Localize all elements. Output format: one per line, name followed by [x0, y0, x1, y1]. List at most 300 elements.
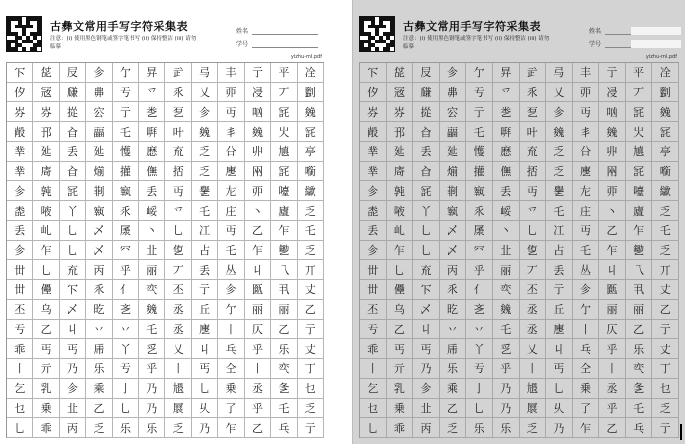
- character-cell: 㫓: [440, 300, 467, 320]
- character-cell: 㫒: [493, 63, 520, 83]
- character-cell: 亍: [192, 280, 218, 300]
- character-cell: 乏: [86, 418, 112, 438]
- character-cell: 乏: [652, 201, 679, 221]
- character-cell: 乕: [440, 339, 467, 359]
- character-cell: 叶: [165, 122, 191, 142]
- character-cell: 乎: [599, 339, 626, 359]
- character-cell: 㓌: [298, 63, 324, 83]
- character-cell: 㐦: [546, 181, 573, 201]
- character-cell: 丯: [218, 122, 244, 142]
- character-cell: 㔲: [245, 280, 271, 300]
- character-cell: 亇: [466, 63, 493, 83]
- character-cell: 亓: [387, 359, 414, 379]
- character-cell: 乘: [440, 379, 467, 399]
- character-cell: 㐱: [7, 241, 33, 261]
- character-cell: 乃: [60, 359, 86, 379]
- character-cell: 㒦: [33, 280, 59, 300]
- character-cell: 乄: [60, 300, 86, 320]
- character-cell: 㒦: [387, 280, 414, 300]
- character-cell: 㞤: [271, 122, 297, 142]
- character-cell: 㝪: [86, 201, 112, 221]
- character-cell: 丏: [165, 181, 191, 201]
- character-cell: 㔈: [440, 181, 467, 201]
- character-cell: 㓂: [387, 83, 414, 103]
- character-grid: [6, 62, 324, 438]
- character-cell: 乗: [218, 379, 244, 399]
- character-cell: 㟎: [139, 201, 165, 221]
- character-cell: 㐤: [626, 142, 653, 162]
- character-cell: 㢧: [546, 63, 573, 83]
- id-redaction: [631, 40, 681, 48]
- character-cell: 乞: [360, 379, 387, 399]
- character-cell: 㩲: [113, 162, 139, 182]
- character-cell: 亍: [652, 320, 679, 340]
- character-cell: 乄: [440, 221, 467, 241]
- character-cell: 㐑: [271, 379, 297, 399]
- character-cell: 乓: [271, 418, 297, 438]
- character-cell: 亪: [139, 280, 165, 300]
- character-cell: 㒲: [60, 122, 86, 142]
- character-cell: 丗: [7, 260, 33, 280]
- character-cell: 丳: [440, 83, 467, 103]
- character-cell: 乕: [86, 339, 112, 359]
- character-cell: 乐: [113, 418, 139, 438]
- character-cell: 丐: [33, 339, 59, 359]
- character-cell: 乇: [139, 320, 165, 340]
- character-cell: 乐: [139, 418, 165, 438]
- character-cell: 㕙: [599, 122, 626, 142]
- character-cell: 丆: [626, 83, 653, 103]
- character-cell: 乁: [626, 260, 653, 280]
- form-title: 古彝文常用手写字符采集表: [403, 20, 541, 33]
- character-cell: 㐀: [139, 241, 165, 261]
- form-header: [359, 16, 679, 61]
- character-cell: 丣: [218, 83, 244, 103]
- character-cell: 乃: [139, 379, 165, 399]
- character-cell: 丣: [599, 181, 626, 201]
- character-cell: 㘅: [298, 162, 324, 182]
- character-cell: 㽬: [440, 122, 467, 142]
- character-cell: 乃: [546, 418, 573, 438]
- character-cell: 㘅: [652, 162, 679, 182]
- character-cell: 乙: [33, 320, 59, 340]
- character-cell: 乍: [599, 241, 626, 261]
- character-cell: 㞇: [520, 379, 547, 399]
- character-cell: 乙: [245, 418, 271, 438]
- character-cell: 丮: [626, 280, 653, 300]
- character-cell: 亍: [546, 280, 573, 300]
- id-label: 学号: [236, 41, 249, 48]
- character-cell: 㢧: [192, 63, 218, 83]
- character-cell: 㕙: [192, 122, 218, 142]
- character-cell: 㱐: [520, 63, 547, 83]
- character-cell: 丯: [573, 122, 600, 142]
- character-cell: 乐: [271, 339, 297, 359]
- character-cell: 㐍: [493, 339, 520, 359]
- character-cell: 乚: [413, 221, 440, 241]
- character-cell: 乚: [413, 241, 440, 261]
- character-cell: 㓃: [271, 102, 297, 122]
- character-cell: 乏: [298, 201, 324, 221]
- character-cell: 㞙: [466, 221, 493, 241]
- character-cell: 丕: [520, 280, 547, 300]
- character-cell: 丫: [466, 339, 493, 359]
- character-cell: 㐣: [546, 320, 573, 340]
- id-label: 学号: [589, 41, 602, 48]
- character-cell: 丨: [7, 359, 33, 379]
- qr-code-icon: [359, 16, 395, 52]
- character-cell: 了: [573, 399, 600, 419]
- id-line: [252, 47, 318, 48]
- character-cell: 乘: [86, 379, 112, 399]
- character-cell: 亍: [466, 102, 493, 122]
- character-cell: 㕳: [245, 102, 271, 122]
- character-cell: 乊: [139, 83, 165, 103]
- character-cell: 亇: [113, 63, 139, 83]
- character-cell: 丙: [413, 418, 440, 438]
- character-cell: 㖝: [7, 201, 33, 221]
- character-cell: 丕: [7, 300, 33, 320]
- character-cell: 乗: [573, 379, 600, 399]
- character-cell: 㦄: [493, 142, 520, 162]
- character-cell: 占: [546, 241, 573, 261]
- character-cell: 乍: [573, 418, 600, 438]
- character-cell: 㗑: [139, 122, 165, 142]
- character-cell: 亻: [466, 280, 493, 300]
- character-cell: 㓃: [271, 162, 297, 182]
- character-cell: 乐: [86, 359, 112, 379]
- character-cell: 㐤: [271, 142, 297, 162]
- character-cell: 庄: [573, 201, 600, 221]
- character-cell: 㽬: [86, 122, 112, 142]
- character-cell: 㫓: [86, 300, 112, 320]
- character-cell: 㱍: [652, 181, 679, 201]
- character-cell: 㲂: [360, 122, 387, 142]
- character-cell: 乆: [192, 399, 218, 419]
- character-cell: 乭: [520, 102, 547, 122]
- character-cell: 丞: [165, 320, 191, 340]
- character-cell: 㝐: [86, 102, 112, 122]
- character-cell: 丞: [520, 320, 547, 340]
- name-label: 姓名: [589, 28, 602, 35]
- character-cell: 丱: [599, 142, 626, 162]
- character-cell: 仄: [599, 320, 626, 340]
- character-cell: 㝪: [113, 181, 139, 201]
- character-cell: 丆: [165, 260, 191, 280]
- scan-original: [0, 0, 330, 444]
- character-cell: 㞣: [360, 102, 387, 122]
- character-cell: 㟎: [493, 201, 520, 221]
- name-redaction: [631, 27, 681, 35]
- character-cell: 丢: [139, 181, 165, 201]
- character-cell: 㓁: [466, 241, 493, 261]
- character-cell: 乐: [466, 418, 493, 438]
- character-cell: 亇: [573, 300, 600, 320]
- character-cell: 丨: [573, 320, 600, 340]
- character-cell: 平: [271, 63, 297, 83]
- character-cell: 乙: [387, 320, 414, 340]
- character-cell: 㐣: [218, 162, 244, 182]
- character-cell: 亭: [652, 142, 679, 162]
- character-cell: 丷: [86, 320, 112, 340]
- character-cell: 㧵: [165, 162, 191, 182]
- character-cell: 㢒: [626, 201, 653, 221]
- character-cell: 丌: [298, 260, 324, 280]
- character-cell: 乊: [520, 201, 547, 221]
- character-cell: 亍: [652, 418, 679, 438]
- character-cell: 丩: [245, 260, 271, 280]
- character-cell: 㐣: [192, 320, 218, 340]
- character-cell: 㝪: [440, 201, 467, 221]
- character-cell: 丱: [245, 142, 271, 162]
- character-cell: 乄: [86, 221, 112, 241]
- character-cell: 乇: [573, 241, 600, 261]
- character-cell: 㒇: [493, 162, 520, 182]
- character-cell: 丗: [360, 260, 387, 280]
- character-cell: 冮: [192, 221, 218, 241]
- character-cell: 乢: [387, 221, 414, 241]
- character-cell: 㔋: [652, 83, 679, 103]
- character-cell: 亅: [466, 379, 493, 399]
- character-cell: 仝: [218, 359, 244, 379]
- character-cell: 丢: [192, 260, 218, 280]
- character-cell: 㲂: [7, 122, 33, 142]
- character-cell: 乊: [165, 201, 191, 221]
- character-cell: 丽: [139, 260, 165, 280]
- character-cell: 丵: [7, 162, 33, 182]
- character-cell: 乙: [86, 399, 112, 419]
- character-cell: 㗑: [493, 122, 520, 142]
- character-cell: 㓃: [413, 181, 440, 201]
- character-cell: 㐱: [573, 280, 600, 300]
- character-cell: 㞣: [7, 102, 33, 122]
- character-cell: 乙: [298, 300, 324, 320]
- character-cell: 㖡: [33, 201, 59, 221]
- character-cell: 㷙: [440, 162, 467, 182]
- character-cell: 㐬: [60, 260, 86, 280]
- character-cell: 㦜: [113, 142, 139, 162]
- character-cell: 丵: [7, 142, 33, 162]
- character-cell: 乏: [652, 241, 679, 261]
- character-cell: 乃: [493, 379, 520, 399]
- character-cell: 㕙: [245, 122, 271, 142]
- character-cell: 乎: [245, 339, 271, 359]
- character-cell: 㓌: [652, 63, 679, 83]
- character-cell: 㐱: [440, 63, 467, 83]
- character-cell: 平: [626, 63, 653, 83]
- character-cell: 丷: [466, 320, 493, 340]
- character-cell: 丙: [86, 260, 112, 280]
- character-cell: 亪: [271, 359, 297, 379]
- character-cell: 乊: [493, 83, 520, 103]
- character-cell: 丽: [493, 260, 520, 280]
- character-cell: 乂: [546, 83, 573, 103]
- character-cell: 㔲: [599, 280, 626, 300]
- character-cell: 丆: [271, 83, 297, 103]
- character-cell: 丶: [599, 201, 626, 221]
- character-cell: 庄: [218, 201, 244, 221]
- character-cell: 㐛: [165, 241, 191, 261]
- character-cell: 㓃: [60, 181, 86, 201]
- character-cell: 㒳: [599, 162, 626, 182]
- character-cell: 丗: [360, 280, 387, 300]
- character-cell: 邘: [387, 122, 414, 142]
- character-cell: 㱐: [165, 63, 191, 83]
- text-cursor-icon: [680, 424, 682, 440]
- character-cell: 㕳: [599, 102, 626, 122]
- character-cell: 乆: [546, 399, 573, 419]
- form-header: [6, 16, 324, 61]
- character-cell: 乜: [652, 379, 679, 399]
- character-cell: 亇: [218, 300, 244, 320]
- character-cell: 丨: [360, 359, 387, 379]
- character-cell: 㐥: [271, 241, 297, 261]
- character-cell: 乚: [7, 418, 33, 438]
- character-cell: 㐱: [7, 181, 33, 201]
- character-cell: 㝄: [387, 181, 414, 201]
- character-cell: 乚: [360, 418, 387, 438]
- character-cell: 亐: [113, 83, 139, 103]
- character-cell: 㞋: [60, 63, 86, 83]
- character-cell: 丐: [413, 339, 440, 359]
- character-cell: 㓎: [245, 83, 271, 103]
- character-cell: 乑: [440, 280, 467, 300]
- character-cell: 丙: [440, 260, 467, 280]
- character-cell: 乏: [546, 162, 573, 182]
- character-cell: 㓃: [298, 122, 324, 142]
- character-cell: 仝: [573, 359, 600, 379]
- character-cell: 乏: [165, 418, 191, 438]
- character-cell: 乗: [387, 399, 414, 419]
- character-cell: 丰: [218, 63, 244, 83]
- character-cell: 㕙: [546, 122, 573, 142]
- character-cell: 亐: [113, 359, 139, 379]
- character-cell: 㞣: [387, 102, 414, 122]
- character-cell: 亻: [113, 280, 139, 300]
- character-cell: 乢: [33, 221, 59, 241]
- character-cell: 乎: [493, 359, 520, 379]
- character-cell: 丨: [520, 359, 547, 379]
- character-cell: 乳: [33, 379, 59, 399]
- character-cell: 㐘: [139, 102, 165, 122]
- character-cell: 丏: [218, 221, 244, 241]
- character-cell: 乏: [298, 399, 324, 419]
- character-cell: 㧵: [520, 162, 547, 182]
- character-cell: 乐: [493, 418, 520, 438]
- character-cell: 㐎: [466, 300, 493, 320]
- character-cell: 乏: [440, 418, 467, 438]
- character-cell: 亪: [493, 280, 520, 300]
- character-cell: 乖: [360, 339, 387, 359]
- character-cell: 丣: [573, 83, 600, 103]
- character-cell: 亭: [298, 142, 324, 162]
- character-cell: 丈: [298, 280, 324, 300]
- character-cell: 乍: [218, 418, 244, 438]
- character-cell: 乙: [599, 221, 626, 241]
- character-cell: 亐: [7, 320, 33, 340]
- character-cell: 丢: [7, 221, 33, 241]
- name-line: [252, 34, 318, 35]
- character-cell: 㖡: [387, 201, 414, 221]
- character-cell: 丢: [360, 221, 387, 241]
- character-cell: 乐: [440, 359, 467, 379]
- character-cell: 乎: [113, 260, 139, 280]
- character-cell: 㐛: [520, 241, 547, 261]
- character-cell: 㒳: [245, 162, 271, 182]
- character-cell: 丐: [546, 359, 573, 379]
- character-cell: 丰: [573, 63, 600, 83]
- character-cell: 丐: [60, 339, 86, 359]
- character-cell: 乏: [520, 418, 547, 438]
- character-cell: 丷: [440, 320, 467, 340]
- character-cell: 㖝: [360, 201, 387, 221]
- character-cell: 乍: [626, 221, 653, 241]
- character-cell: 㔫: [218, 181, 244, 201]
- character-cell: 㢟: [33, 142, 59, 162]
- character-cell: 丩: [60, 320, 86, 340]
- character-cell: 丳: [86, 83, 112, 103]
- character-cell: 㝪: [466, 181, 493, 201]
- character-cell: 乇: [626, 399, 653, 419]
- character-cell: 乏: [298, 241, 324, 261]
- character-cell: 亍: [298, 320, 324, 340]
- character-cell: 亍: [113, 102, 139, 122]
- character-cell: 乚: [60, 241, 86, 261]
- character-cell: 乍: [271, 221, 297, 241]
- character-cell: 㕙: [652, 102, 679, 122]
- character-cell: 亐: [360, 320, 387, 340]
- character-cell: 丢: [546, 260, 573, 280]
- character-cell: 乇: [218, 241, 244, 261]
- character-cell: 乂: [192, 83, 218, 103]
- character-cell: 㧿: [60, 102, 86, 122]
- character-cell: 亍: [298, 418, 324, 438]
- character-cell: 㐑: [626, 379, 653, 399]
- character-cell: 乑: [165, 83, 191, 103]
- character-cell: 㩲: [466, 162, 493, 182]
- character-cell: 㦜: [466, 142, 493, 162]
- character-cell: 乁: [271, 260, 297, 280]
- character-cell: 丢: [493, 181, 520, 201]
- character-cell: 乳: [387, 379, 414, 399]
- character-cell: 乏: [192, 162, 218, 182]
- character-cell: 乃: [139, 399, 165, 419]
- character-cell: 乄: [440, 241, 467, 261]
- character-cell: 丏: [218, 102, 244, 122]
- character-cell: 亐: [466, 83, 493, 103]
- character-cell: 乃: [493, 399, 520, 419]
- character-cell: 㐦: [192, 181, 218, 201]
- character-cell: 丘: [192, 300, 218, 320]
- character-cell: 㐱: [360, 181, 387, 201]
- character-cell: 乇: [298, 221, 324, 241]
- character-cell: 乎: [245, 399, 271, 419]
- character-cell: 乃: [192, 418, 218, 438]
- character-cell: 乖: [33, 418, 59, 438]
- character-cell: 丶: [245, 201, 271, 221]
- character-cell: 丗: [7, 280, 33, 300]
- character-cell: 乐: [626, 339, 653, 359]
- character-cell: 㐱: [218, 280, 244, 300]
- character-cell: 乍: [33, 241, 59, 261]
- character-cell: 㐀: [413, 399, 440, 419]
- character-cell: 㐀: [493, 241, 520, 261]
- character-cell: 丙: [60, 418, 86, 438]
- character-cell: 丣: [245, 181, 271, 201]
- character-cell: 丨: [165, 359, 191, 379]
- character-cell: 乓: [626, 418, 653, 438]
- character-cell: 邘: [33, 122, 59, 142]
